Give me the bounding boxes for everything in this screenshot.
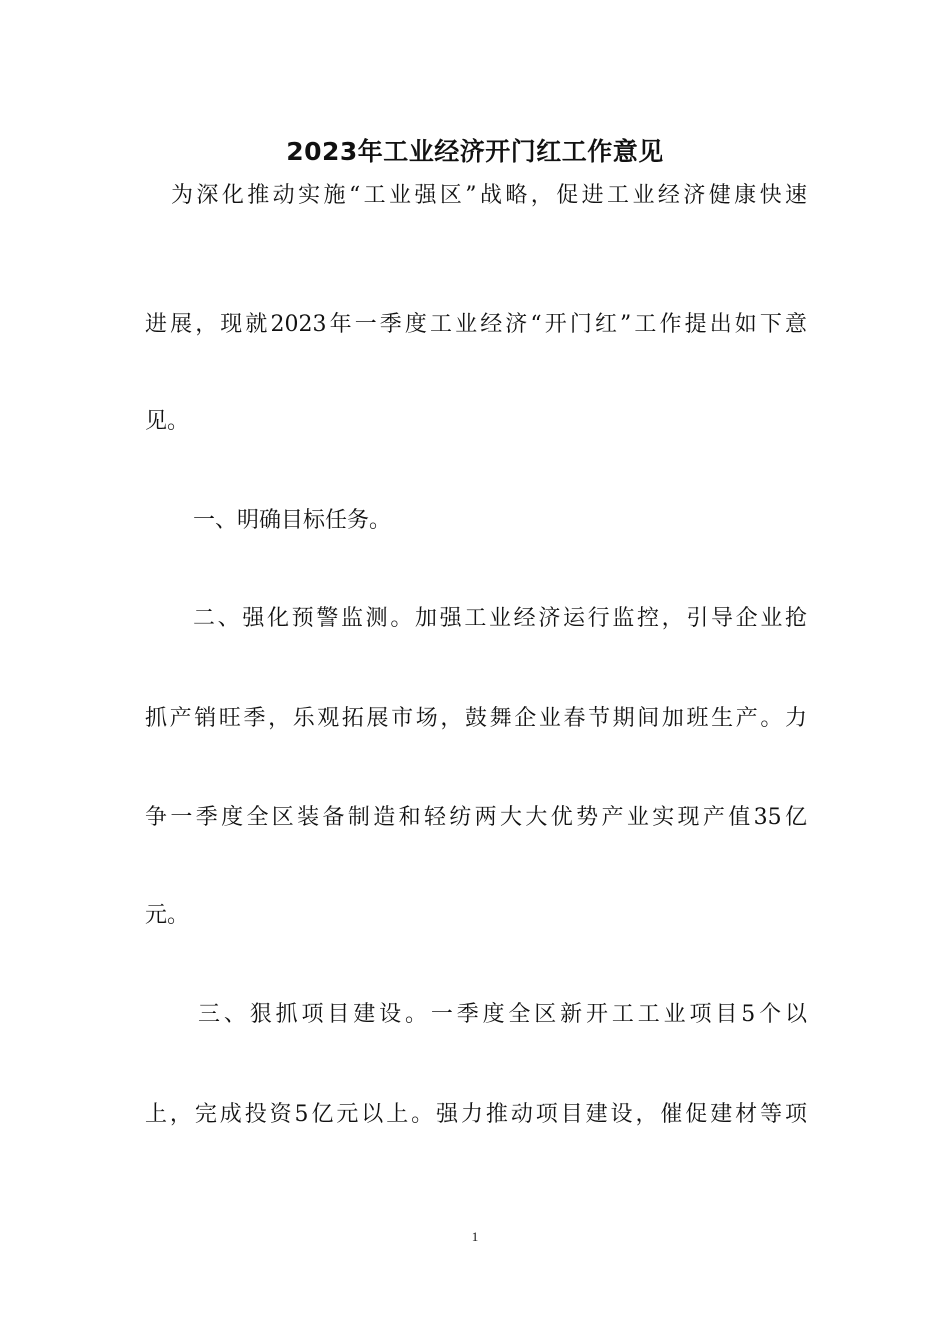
section-3-line-2: 上，完成投资5亿元以上。强力推动项目建设，催促建材等项: [145, 1102, 807, 1127]
section-2-line-2: 抓产销旺季，乐观拓展市场，鼓舞企业春节期间加班生产。力: [145, 706, 807, 731]
section-3-line-1: 三、狠抓项目建设。一季度全区新开工工业项目5个以: [198, 1002, 807, 1027]
document-title: 2023年工业经济开门红工作意见: [286, 137, 664, 166]
page-number: 1: [471, 1229, 479, 1244]
section-2-line-4: 元。: [145, 903, 190, 928]
section-1-heading: 一、明确目标任务。: [193, 508, 392, 533]
paragraph-1-line-1: 为深化推动实施“工业强区”战略，促进工业经济健康快速: [171, 183, 807, 208]
paragraph-1-line-3: 见。: [145, 409, 190, 434]
paragraph-1-line-2: 进展，现就2023年一季度工业经济“开门红”工作提出如下意: [145, 312, 807, 337]
section-2-line-3: 争一季度全区装备制造和轻纺两大大优势产业实现产值35亿: [145, 805, 807, 830]
section-2-line-1: 二、强化预警监测。加强工业经济运行监控，引导企业抢: [193, 606, 807, 631]
